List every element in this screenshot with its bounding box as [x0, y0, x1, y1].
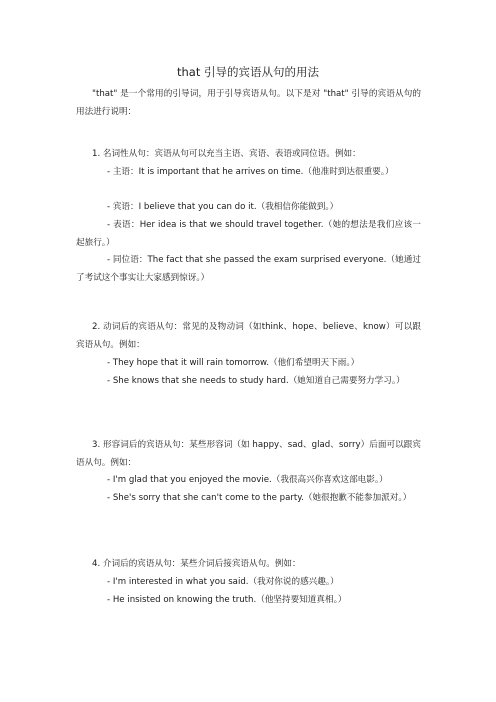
section-3-item-2: - She's sorry that she can't come to the party.（她很抱歉不能参加派对。）: [107, 493, 412, 503]
section-1-item-4: - 同位语：The fact that she passed the exam surprised everyone.（她通过了考试这个事实让大家感到惊讶。）: [76, 255, 421, 283]
section-3-heading: 3. 形容词后的宾语从句：某些形容词（如 happy、sad、glad、sorry）后面可以跟宾语从句。例如：: [76, 440, 421, 468]
intro-paragraph: "that" 是一个常用的引导词，用于引导宾语从句。以下是对 "that" 引导的宾语从句的用法进行说明：: [76, 89, 421, 117]
section-3-item-1: - I'm glad that you enjoyed the movie.（我很高兴你喜欢这部电影。）: [107, 475, 388, 485]
section-1-heading: 1. 名词性从句：宾语从句可以充当主语、宾语、表语或同位语。例如：: [92, 149, 361, 159]
section-4-item-1: - I'm interested in what you said.（我对你说的感兴趣。）: [107, 577, 339, 587]
page-title: that 引导的宾语从句的用法: [176, 65, 319, 79]
section-2-heading: 2. 动词后的宾语从句：常见的及物动词（如think、hope、believe、know）可以跟宾语从句。例如：: [76, 322, 421, 350]
section-1-item-1: - 主语：It is important that he arrives on time.（他准时到达很重要。）: [107, 167, 394, 177]
section-2-item-2: - She knows that she needs to study hard.（她知道自己需要努力学习。）: [107, 376, 405, 386]
section-4-heading: 4. 介词后的宾语从句：某些介词后接宾语从句。例如：: [92, 559, 301, 569]
section-1-item-2: - 宾语：I believe that you can do it.（我相信你能做到。）: [107, 202, 339, 212]
section-1-item-3: - 表语：Her idea is that we should travel together.（她的想法是我们应该一起旅行。）: [76, 220, 421, 248]
section-4-item-2: - He insisted on knowing the truth.（他坚持要知道真相。）: [107, 595, 347, 605]
section-2-item-1: - They hope that it will rain tomorrow.（他们希望明天下雨。）: [107, 358, 360, 368]
